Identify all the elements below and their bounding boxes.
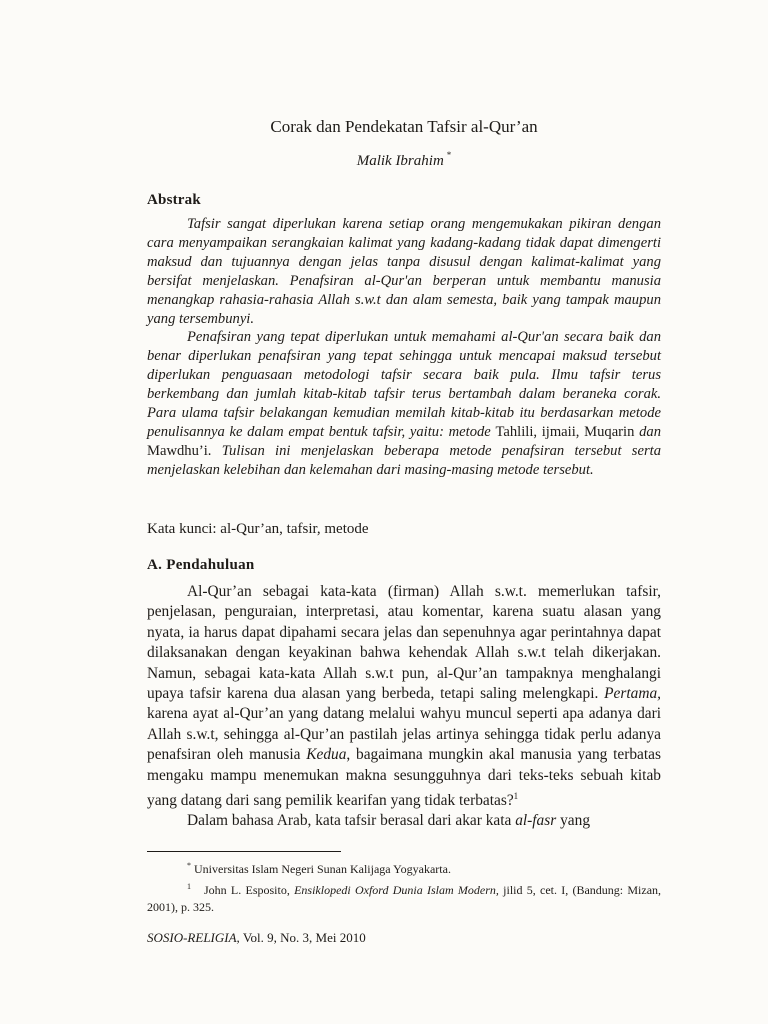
footnote-star — [147, 857, 661, 878]
body-p1-text-b: karena ayat al-Qur’an yang datang melalui wahyu muncul seperti apa adanya dari Allah s.w.t, sehingga al-Qur’an pastilah jelas artinya sehingga tidak perlu adanya penafsiran oleh manusia — [147, 705, 661, 764]
abstract-body — [147, 215, 661, 480]
body-paragraph-1 — [147, 582, 661, 811]
footnotes — [147, 857, 661, 916]
journal-name: SOSIO-RELIGIA, — [147, 930, 240, 945]
footnote-1 — [147, 878, 661, 916]
abstract-method-4: Mawdhu’i. — [147, 442, 212, 459]
article-title: Corak dan Pendekatan Tafsir al-Qur’an — [270, 117, 538, 136]
body-p2-text-b: yang — [560, 812, 591, 830]
abstract-heading: Abstrak — [147, 192, 201, 208]
body-p2-term: al-fasr — [515, 812, 557, 830]
footnote-star-mark: * — [187, 861, 191, 870]
abstract-p2-text-a: Penafsiran yang tepat diperlukan untuk memahami al-Qur'an secara baik dan benar diperlukan penafsiran yang tepat sehingga untuk mencapai maksud tersebut diperlukan penguasaan metodologi tafsir secara baik pula. Ilmu tafsir terus berkembang dan jumlah kitab-kitab tafsir terus bertambah dalam beraneka corak. Para ulama tafsir belakangan kemudian memilah kitab-kitab itu berdasarkan metode penulisannya ke dalam empat bentuk tafsir, yaitu: metode — [147, 329, 661, 440]
body-p1-text-c: , bagaimana mungkin akal manusia yang terbatas mengaku mampu menemukan makna sesungguhnya dari teks-teks sebuah kitab yang datang dari sang pemilik kearifan yang tidak terbatas? — [147, 746, 661, 810]
footnote-1-book-title: Ensiklopedi Oxford Dunia Islam Modern, — [294, 883, 499, 897]
abstract-p2-text-b: Tulisan ini menjelaskan beberapa metode penafsiran tersebut serta menjelaskan kelebihan dan kelemahan dari masing-masing metode tersebut. — [147, 442, 661, 478]
body-p1-kedua: Kedua — [306, 746, 347, 764]
author-line — [147, 145, 661, 171]
body-p1-pertama: Pertama, — [604, 685, 661, 703]
body-p1-text-a: Al-Qur’an sebagai kata-kata (firman) Allah s.w.t. memerlukan tafsir, penjelasan, penguraian, interpretasi, atau komentar, karena suatu alasan yang nyata, ia harus dapat dipahami secara jelas dan sepenuhnya agar perintahnya dapat dilaksanakan dengan keyakinan bahwa kehendak Allah s.w.t telah dikerjakan. Namun, sebagai kata-kata Allah s.w.t pun, al-Qur’an tampaknya menghalangi upaya tafsir karena dua alasan yang berbeda, tetapi saling melengkapi. — [147, 583, 661, 703]
section-body — [147, 582, 661, 832]
abstract-paragraph-2 — [147, 328, 661, 479]
author-footnote-mark: * — [446, 150, 452, 160]
footnote-star-text: Universitas Islam Negeri Sunan Kalijaga Yogyakarta. — [194, 862, 451, 876]
footnote-ref-1: 1 — [513, 791, 519, 802]
section-heading: A. Pendahuluan — [147, 557, 255, 573]
abstract-method-names: Tahlili, ijmaii, Muqarin — [495, 423, 635, 440]
journal-issue: Vol. 9, No. 3, Mei 2010 — [242, 930, 366, 945]
footnote-divider — [147, 851, 341, 852]
abstract-conjunction: dan — [639, 423, 661, 440]
body-paragraph-2 — [147, 811, 661, 831]
footnote-1-details: jilid 5, cet. I, (Bandung: Mizan, 2001), p. 325. — [147, 883, 662, 914]
keywords-line: Kata kunci: al-Qur’an, tafsir, metode — [147, 521, 369, 537]
body-p2-text-a: Dalam bahasa Arab, kata tafsir berasal dari akar kata — [187, 812, 512, 830]
author-name: Malik Ibrahim — [356, 153, 444, 169]
document-page — [147, 0, 661, 1024]
journal-footer — [147, 929, 366, 947]
footnote-1-author: John L. Esposito, — [204, 883, 290, 897]
abstract-paragraph-1: Tafsir sangat diperlukan karena setiap orang mengemukakan pikiran dengan cara menyampaikan serangkaian kalimat yang kadang-kadang tidak dapat dimengerti maksud dan tujuannya dengan jelas tanpa disusul dengan kalimat-kalimat yang bersifat menjelaskan. Penafsiran al-Qur'an berperan untuk membantu manusia menangkap rahasia-rahasia Allah s.w.t dan alam semesta, baik yang tampak maupun yang tersembunyi. — [147, 216, 661, 327]
footnote-1-mark: 1 — [187, 882, 191, 891]
